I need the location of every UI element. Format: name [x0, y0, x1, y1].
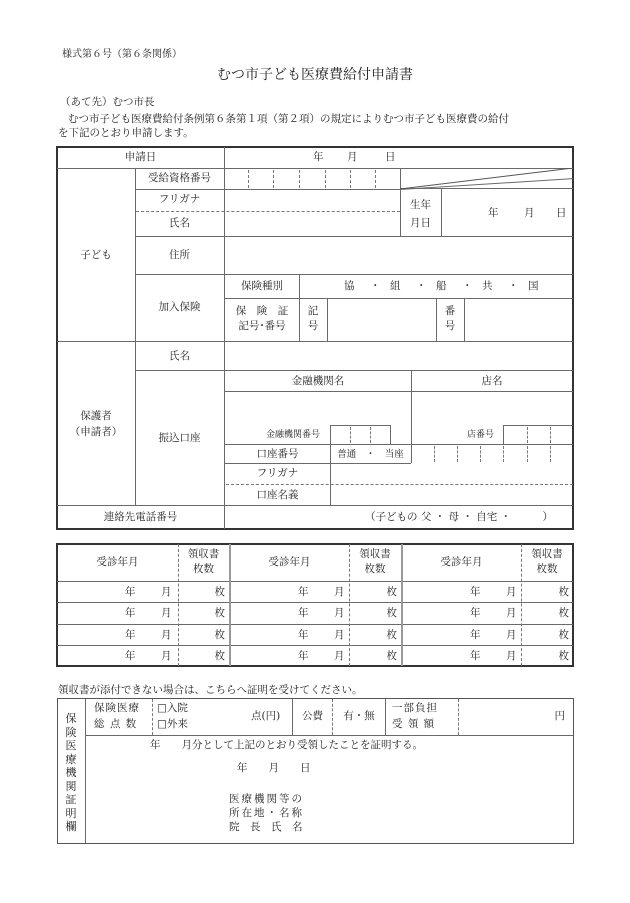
receipt-count-header: 領収書 [359, 548, 391, 560]
insurance-type-kumi[interactable]: 組 [390, 280, 401, 292]
year-unit: 年 [470, 629, 481, 641]
insurance-type-kyo2[interactable]: 共 [482, 280, 493, 292]
receipt-count-header: 枚数 [364, 563, 386, 575]
receipt-count-header: 枚数 [536, 563, 558, 575]
guardian-section-label-1: 保護者 [80, 410, 112, 422]
receipt-count-header: 枚数 [193, 563, 214, 575]
account-number-input[interactable] [412, 445, 573, 463]
account-type-options[interactable]: 普通 ・ 当座 [337, 449, 404, 460]
birthdate-field[interactable] [442, 190, 573, 236]
sheets-unit: 枚 [214, 607, 225, 619]
intro-line-1: むつ市子ども医療費給付条例第６条第１項（第２項）の規定によりむつ市子ども医療費の給付 [68, 113, 509, 125]
child-furigana-input[interactable] [225, 190, 400, 211]
yen-unit: 円 [554, 710, 565, 722]
month-unit: 月 [506, 650, 517, 662]
receipt-count-header: 領収書 [187, 548, 220, 560]
child-name-input[interactable] [225, 212, 400, 236]
month-unit: 月 [506, 586, 517, 598]
month-unit: 月 [524, 207, 535, 219]
visit-month-cell[interactable] [57, 582, 178, 602]
insurance-symbol-input[interactable] [328, 299, 436, 341]
receipt-count-cell[interactable] [179, 582, 229, 602]
receipt-count-cell[interactable] [350, 603, 401, 623]
child-address-input[interactable] [225, 237, 573, 274]
public-expense-label: 公費 [302, 710, 323, 722]
receipt-count-cell[interactable] [350, 625, 401, 645]
receipt-count-cell[interactable] [522, 625, 573, 645]
day-unit: 日 [385, 151, 396, 163]
visit-month-cell[interactable] [402, 625, 521, 645]
receipt-count-cell[interactable] [179, 646, 229, 666]
bank-account-label: 振込口座 [158, 432, 201, 444]
account-holder-input[interactable] [331, 485, 573, 505]
month-unit: 月 [161, 586, 172, 598]
visit-month-cell[interactable] [230, 603, 349, 623]
insurance-type-options[interactable]: 協 ・ 組 ・ 船 ・ 共 ・ 国 [344, 280, 539, 292]
page-title: むつ市子ども医療費給付申請書 [217, 67, 413, 83]
visit-month-cell[interactable] [230, 625, 349, 645]
year-unit: 年 [125, 650, 136, 662]
guardian-name-input[interactable] [225, 342, 573, 370]
symbol-label-1: 記 [307, 305, 319, 317]
birthdate-label-1: 生年 [410, 199, 431, 211]
number-label-1: 番 [444, 305, 456, 317]
account-number-label: 口座番号 [256, 448, 299, 460]
insurance-type-koku[interactable]: 国 [528, 280, 539, 292]
visit-month-cell[interactable] [230, 582, 349, 602]
inpatient-checkbox[interactable]: □入院 [157, 702, 188, 714]
receipt-count-cell[interactable] [350, 582, 401, 602]
year-unit: 年 [488, 207, 499, 219]
visit-month-header: 受診年月 [268, 556, 311, 568]
bank-name-label: 金融機関名 [291, 375, 345, 387]
receipt-count-cell[interactable] [522, 603, 573, 623]
year-unit: 年 [470, 586, 481, 598]
visit-month-header: 受診年月 [440, 556, 483, 568]
guardian-name-label: 氏名 [169, 350, 190, 362]
month-unit: 月 [506, 607, 517, 619]
certification-side-label: 保険医療機関証明欄 [65, 712, 77, 833]
insurance-label: 加入保険 [158, 301, 201, 313]
insurance-type-kyo[interactable]: 協 [344, 280, 355, 292]
month-unit: 月 [334, 607, 345, 619]
sheets-unit: 枚 [214, 586, 225, 598]
branch-code-label: 店番号 [467, 430, 495, 440]
addressee: （あて先）むつ市長 [60, 96, 155, 108]
points-unit: 点(円) [251, 710, 281, 722]
account-furigana-input[interactable] [331, 464, 573, 484]
sheets-unit: 枚 [214, 650, 225, 662]
sheets-unit: 枚 [558, 586, 569, 598]
month-unit: 月 [347, 151, 358, 163]
furigana-label: フリガナ [158, 193, 201, 205]
year-unit: 年 [298, 629, 309, 641]
visit-month-cell[interactable] [402, 603, 521, 623]
insurance-card-label-1: 保 険 証 [235, 305, 289, 317]
visit-month-header: 受診年月 [96, 556, 139, 568]
sheets-unit: 枚 [558, 650, 569, 662]
sheets-unit: 枚 [386, 586, 397, 598]
application-date-field[interactable] [225, 147, 573, 168]
receipt-count-header: 領収書 [531, 548, 563, 560]
phone-owner-options: （子どもの 父 ・ 母 ・ 自宅 ・ ） [365, 511, 554, 523]
year-unit: 年 [298, 650, 309, 662]
certification-date: 年 月 日 [237, 762, 311, 774]
sheets-unit: 枚 [558, 607, 569, 619]
outpatient-checkbox[interactable]: □外来 [157, 718, 188, 730]
diagonal-slash [400, 168, 573, 189]
institution-label-2: 所在地・名称 [229, 807, 304, 819]
branch-code-input[interactable] [504, 426, 573, 444]
year-unit: 年 [125, 607, 136, 619]
account-furigana-label: フリガナ [256, 467, 299, 479]
bank-name-input[interactable] [225, 392, 411, 425]
visit-month-cell[interactable] [57, 646, 178, 666]
receipt-count-cell[interactable] [179, 625, 229, 645]
public-expense-options[interactable]: 有・無 [343, 710, 375, 722]
phone-input[interactable] [225, 506, 573, 529]
eligibility-number-label: 受給資格番号 [148, 172, 211, 184]
birthdate-label-2: 月日 [410, 217, 431, 229]
insurance-type-label: 保険種別 [241, 280, 283, 292]
institution-label-1: 医療機関等の [229, 793, 304, 805]
symbol-label-2: 号 [307, 320, 319, 332]
sheets-unit: 枚 [386, 650, 397, 662]
visit-month-cell[interactable] [230, 646, 349, 666]
receipt-count-cell[interactable] [179, 603, 229, 623]
intro-line-2: を下記のとおり申請します。 [58, 127, 194, 139]
bank-code-label: 金融機関番号 [266, 430, 321, 440]
visit-month-cell[interactable] [402, 582, 521, 602]
number-label-2: 号 [444, 320, 456, 332]
month-unit: 月 [161, 650, 172, 662]
child-section-label: 子ども [80, 249, 112, 261]
copay-label-2: 受 領 額 [392, 718, 436, 730]
copay-amount-input[interactable] [459, 699, 573, 735]
visit-month-cell[interactable] [57, 603, 178, 623]
insurance-number-input[interactable] [465, 299, 573, 341]
bank-code-input[interactable] [331, 426, 390, 444]
guardian-section-label-2: （申請者） [69, 426, 123, 438]
month-unit: 月 [161, 607, 172, 619]
phone-label: 連絡先電話番号 [103, 511, 178, 523]
month-unit: 月 [334, 629, 345, 641]
name-label: 氏名 [169, 217, 190, 229]
visit-month-cell[interactable] [57, 625, 178, 645]
total-points-label-1: 保険医療 [94, 702, 140, 714]
form-number: 様式第６号（第６条関係） [62, 49, 182, 60]
sheets-unit: 枚 [386, 629, 397, 641]
receipt-count-cell[interactable] [522, 646, 573, 666]
year-unit: 年 [470, 650, 481, 662]
sheets-unit: 枚 [558, 629, 569, 641]
year-unit: 年 [313, 151, 324, 163]
month-unit: 月 [506, 629, 517, 641]
application-date-label: 申請日 [124, 151, 157, 163]
year-unit: 年 [125, 629, 136, 641]
month-unit: 月 [334, 586, 345, 598]
month-unit: 月 [334, 650, 345, 662]
sheets-unit: 枚 [214, 629, 225, 641]
certification-statement: 年 月分として上記のとおり受領したことを証明する。 [150, 739, 423, 751]
insurance-type-sen[interactable]: 船 [436, 280, 447, 292]
insurance-card-label-2: 記号･番号 [238, 320, 286, 332]
visit-month-cell[interactable] [402, 646, 521, 666]
institution-label-3: 院 長 氏 名 [229, 821, 303, 833]
year-unit: 年 [470, 607, 481, 619]
receipt-count-cell[interactable] [350, 646, 401, 666]
receipt-count-cell[interactable] [522, 582, 573, 602]
eligibility-number-input[interactable] [225, 169, 400, 189]
address-label: 住所 [169, 249, 190, 261]
account-holder-label: 口座名義 [256, 489, 299, 501]
year-unit: 年 [125, 586, 136, 598]
year-unit: 年 [298, 607, 309, 619]
year-unit: 年 [298, 586, 309, 598]
copay-label-1: 一部負担 [392, 702, 438, 714]
certification-note: 領収書が添付できない場合は、こちらへ証明を受けてください。 [58, 684, 363, 696]
day-unit: 日 [556, 207, 567, 219]
sheets-unit: 枚 [386, 607, 397, 619]
total-points-label-2: 総 点 数 [94, 718, 138, 730]
branch-name-label: 店名 [481, 375, 503, 387]
branch-name-input[interactable] [412, 392, 573, 425]
month-unit: 月 [161, 629, 172, 641]
